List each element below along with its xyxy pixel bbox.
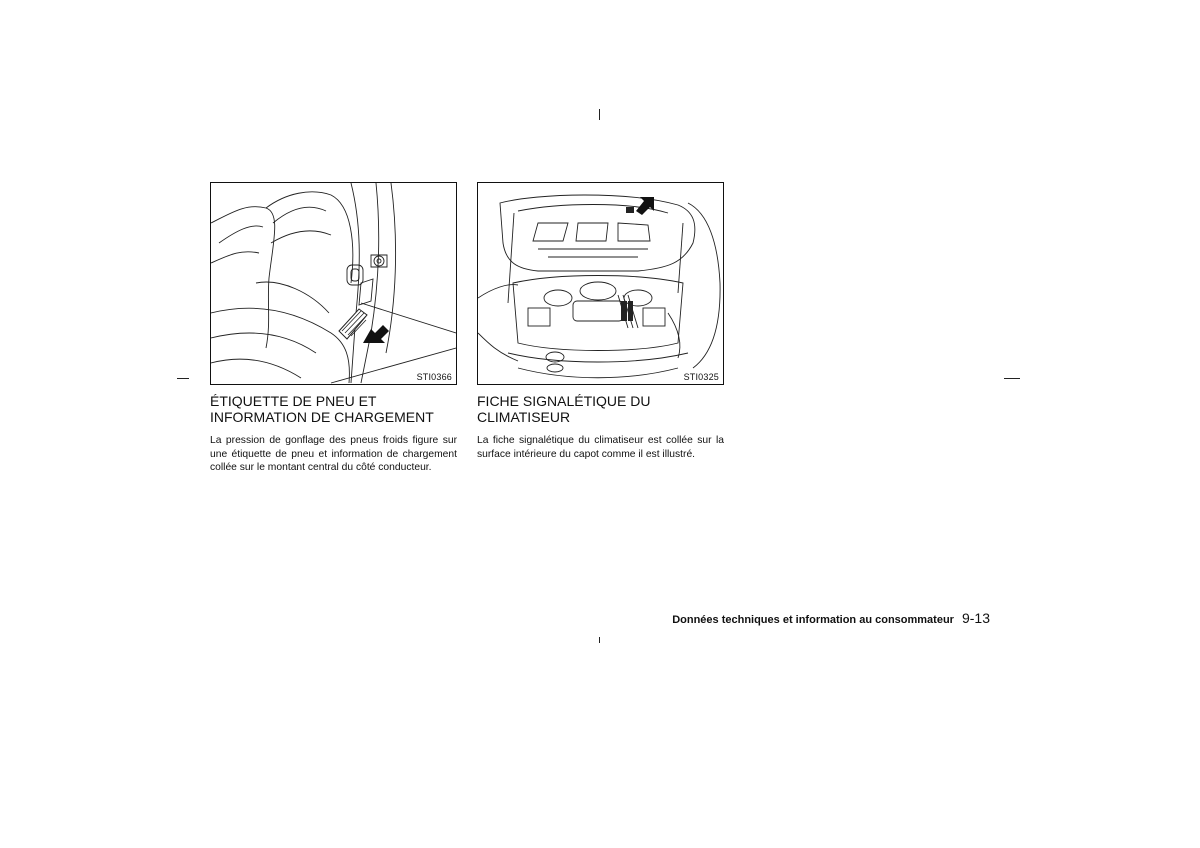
heading-line: INFORMATION DE CHARGEMENT (210, 409, 434, 425)
heading-line: ÉTIQUETTE DE PNEU ET (210, 393, 377, 409)
heading-line: FICHE SIGNALÉTIQUE DU (477, 393, 651, 409)
crop-mark-left (177, 378, 189, 379)
pointer-arrow-icon (363, 325, 389, 343)
seat-door-pillar-drawing (211, 183, 456, 384)
crop-mark-bottom (599, 637, 600, 643)
figure-code: STI0325 (683, 372, 719, 382)
ac-label-illustration (477, 182, 724, 385)
section-body-tire-label: La pression de gonflage des pneus froids figure sur une étiquette de pneu et information de chargement collée sur le montant central du côté conducteur. (210, 435, 457, 473)
page-footer (672, 610, 990, 626)
footer-section-title: Données techniques et information au consommateur (672, 614, 954, 626)
crop-mark-top (599, 109, 600, 120)
tire-label-illustration (210, 182, 457, 385)
figure-code: STI0366 (416, 372, 452, 382)
section-heading-ac-label (477, 393, 727, 425)
section-heading-tire-label (210, 393, 460, 425)
heading-line: CLIMATISEUR (477, 409, 571, 425)
ac-label-mark (626, 207, 634, 213)
page-number: 9-13 (961, 610, 990, 626)
section-body-ac-label: La fiche signalétique du climatiseur est collée sur la surface intérieure du capot comme il est illustré. (477, 435, 724, 460)
pointer-arrow-icon (636, 197, 654, 215)
open-hood-engine-drawing (478, 183, 723, 384)
crop-mark-right (1004, 378, 1020, 379)
